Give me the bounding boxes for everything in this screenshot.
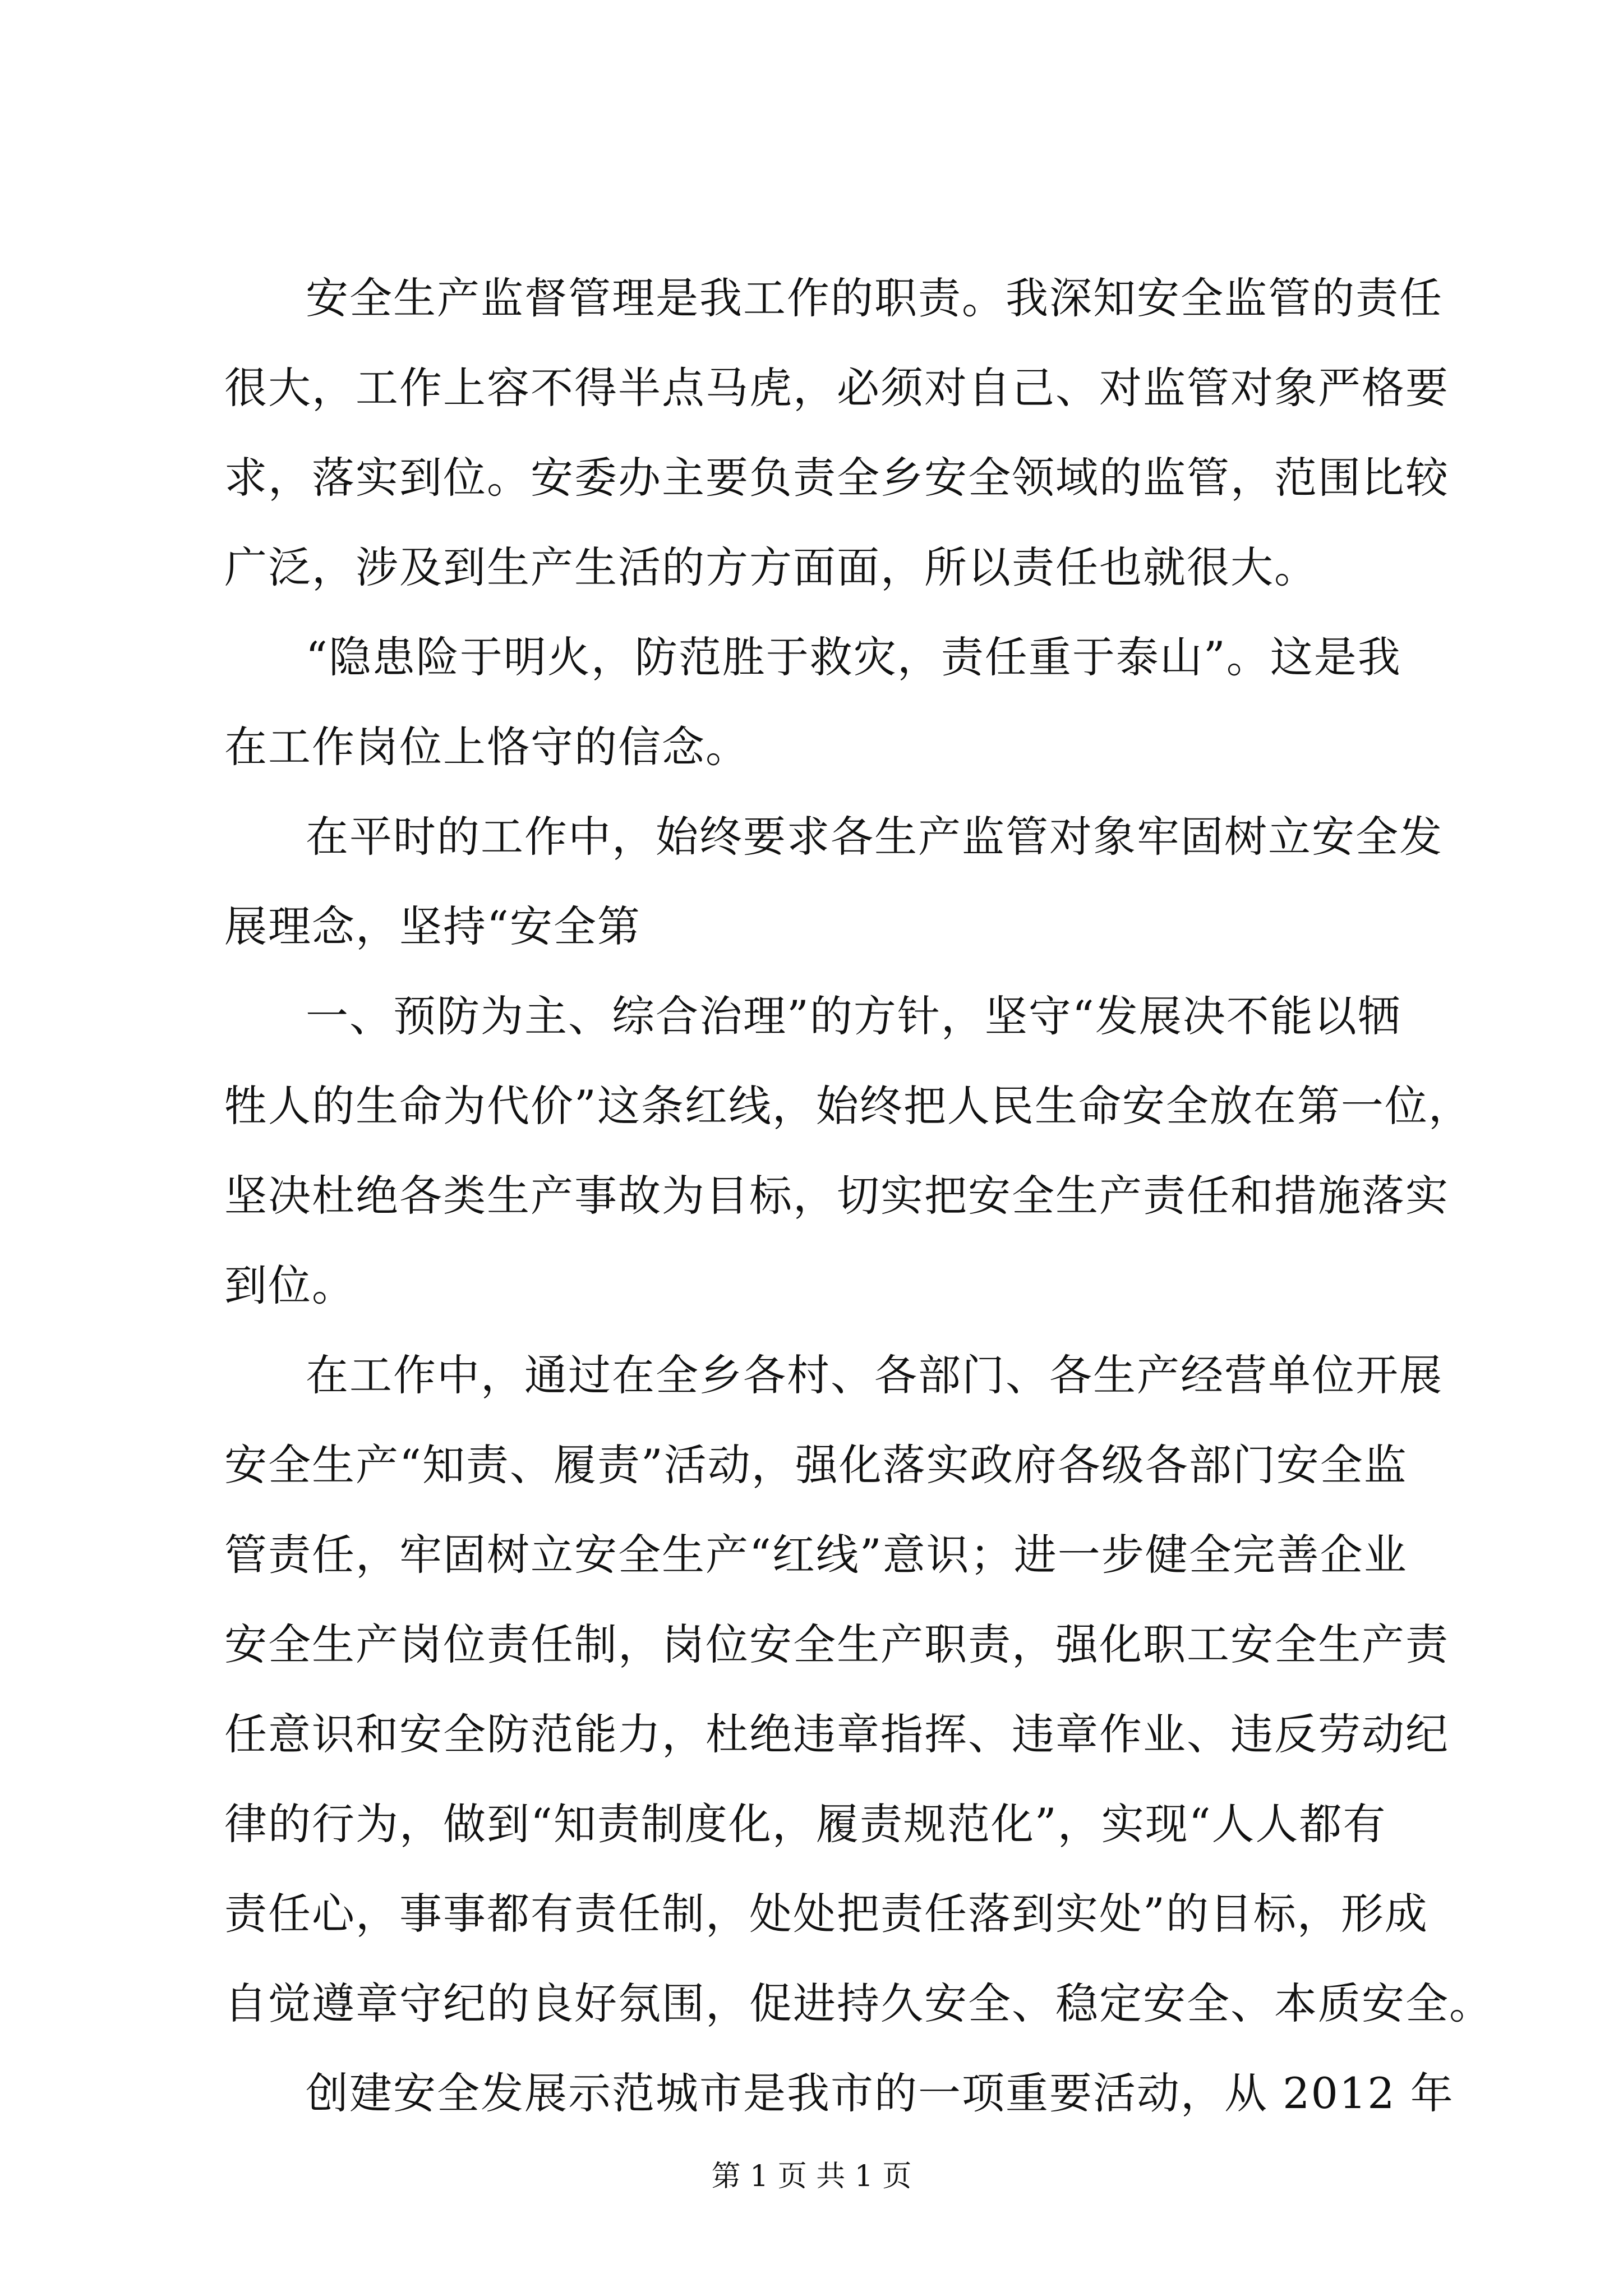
text-line: 在工作岗位上恪守的信念。	[224, 722, 749, 772]
text-line: 求，落实到位。安委办主要负责全乡安全领域的监管，范围比较	[224, 453, 1449, 503]
text-line: 到位。	[224, 1260, 356, 1310]
text-line: 管责任，牢固树立安全生产“红线”意识；进一步健全完善企业	[224, 1530, 1408, 1580]
text-line: 自觉遵章守纪的良好氛围，促进持久安全、稳定安全、本质安全。	[224, 1978, 1493, 2028]
text-line: 在平时的工作中，始终要求各生产监管对象牢固树立安全发	[306, 812, 1443, 862]
text-line: 安全生产“知责、履责”活动，强化落实政府各级各部门安全监	[224, 1440, 1408, 1490]
text-line: 广泛，涉及到生产生活的方方面面，所以责任也就很大。	[224, 542, 1318, 592]
text-line: 展理念，坚持“安全第	[224, 901, 641, 951]
text-line: 安全生产监督管理是我工作的职责。我深知安全监管的责任	[306, 273, 1443, 323]
text-line: 责任心，事事都有责任制，处处把责任落到实处”的目标，形成	[224, 1889, 1428, 1939]
text-line: 很大，工作上容不得半点马虎，必须对自己、对监管对象严格要	[224, 363, 1449, 413]
text-line: 一、预防为主、综合治理”的方针，坚守“发展决不能以牺	[306, 991, 1401, 1041]
text-line: 创建安全发展示范城市是我市的一项重要活动，从 2012 年	[306, 2068, 1454, 2118]
text-line: 律的行为，做到“知责制度化，履责规范化”，实现“人人都有	[224, 1799, 1387, 1849]
text-line: 牲人的生命为代价”这条红线，始终把人民生命安全放在第一位，	[224, 1081, 1472, 1131]
text-line: 任意识和安全防范能力，杜绝违章指挥、违章作业、违反劳动纪	[224, 1709, 1449, 1759]
text-line: 在工作中，通过在全乡各村、各部门、各生产经营单位开展	[306, 1350, 1443, 1400]
page-footer: 第 1 页 共 1 页	[711, 2160, 912, 2193]
text-line: 安全生产岗位责任制，岗位安全生产职责，强化职工安全生产责	[224, 1619, 1449, 1669]
text-line: 坚决杜绝各类生产事故为目标，切实把安全生产责任和措施落实	[224, 1171, 1449, 1221]
text-line: “隐患险于明火，防范胜于救灾，责任重于泰山”。这是我	[306, 632, 1401, 682]
